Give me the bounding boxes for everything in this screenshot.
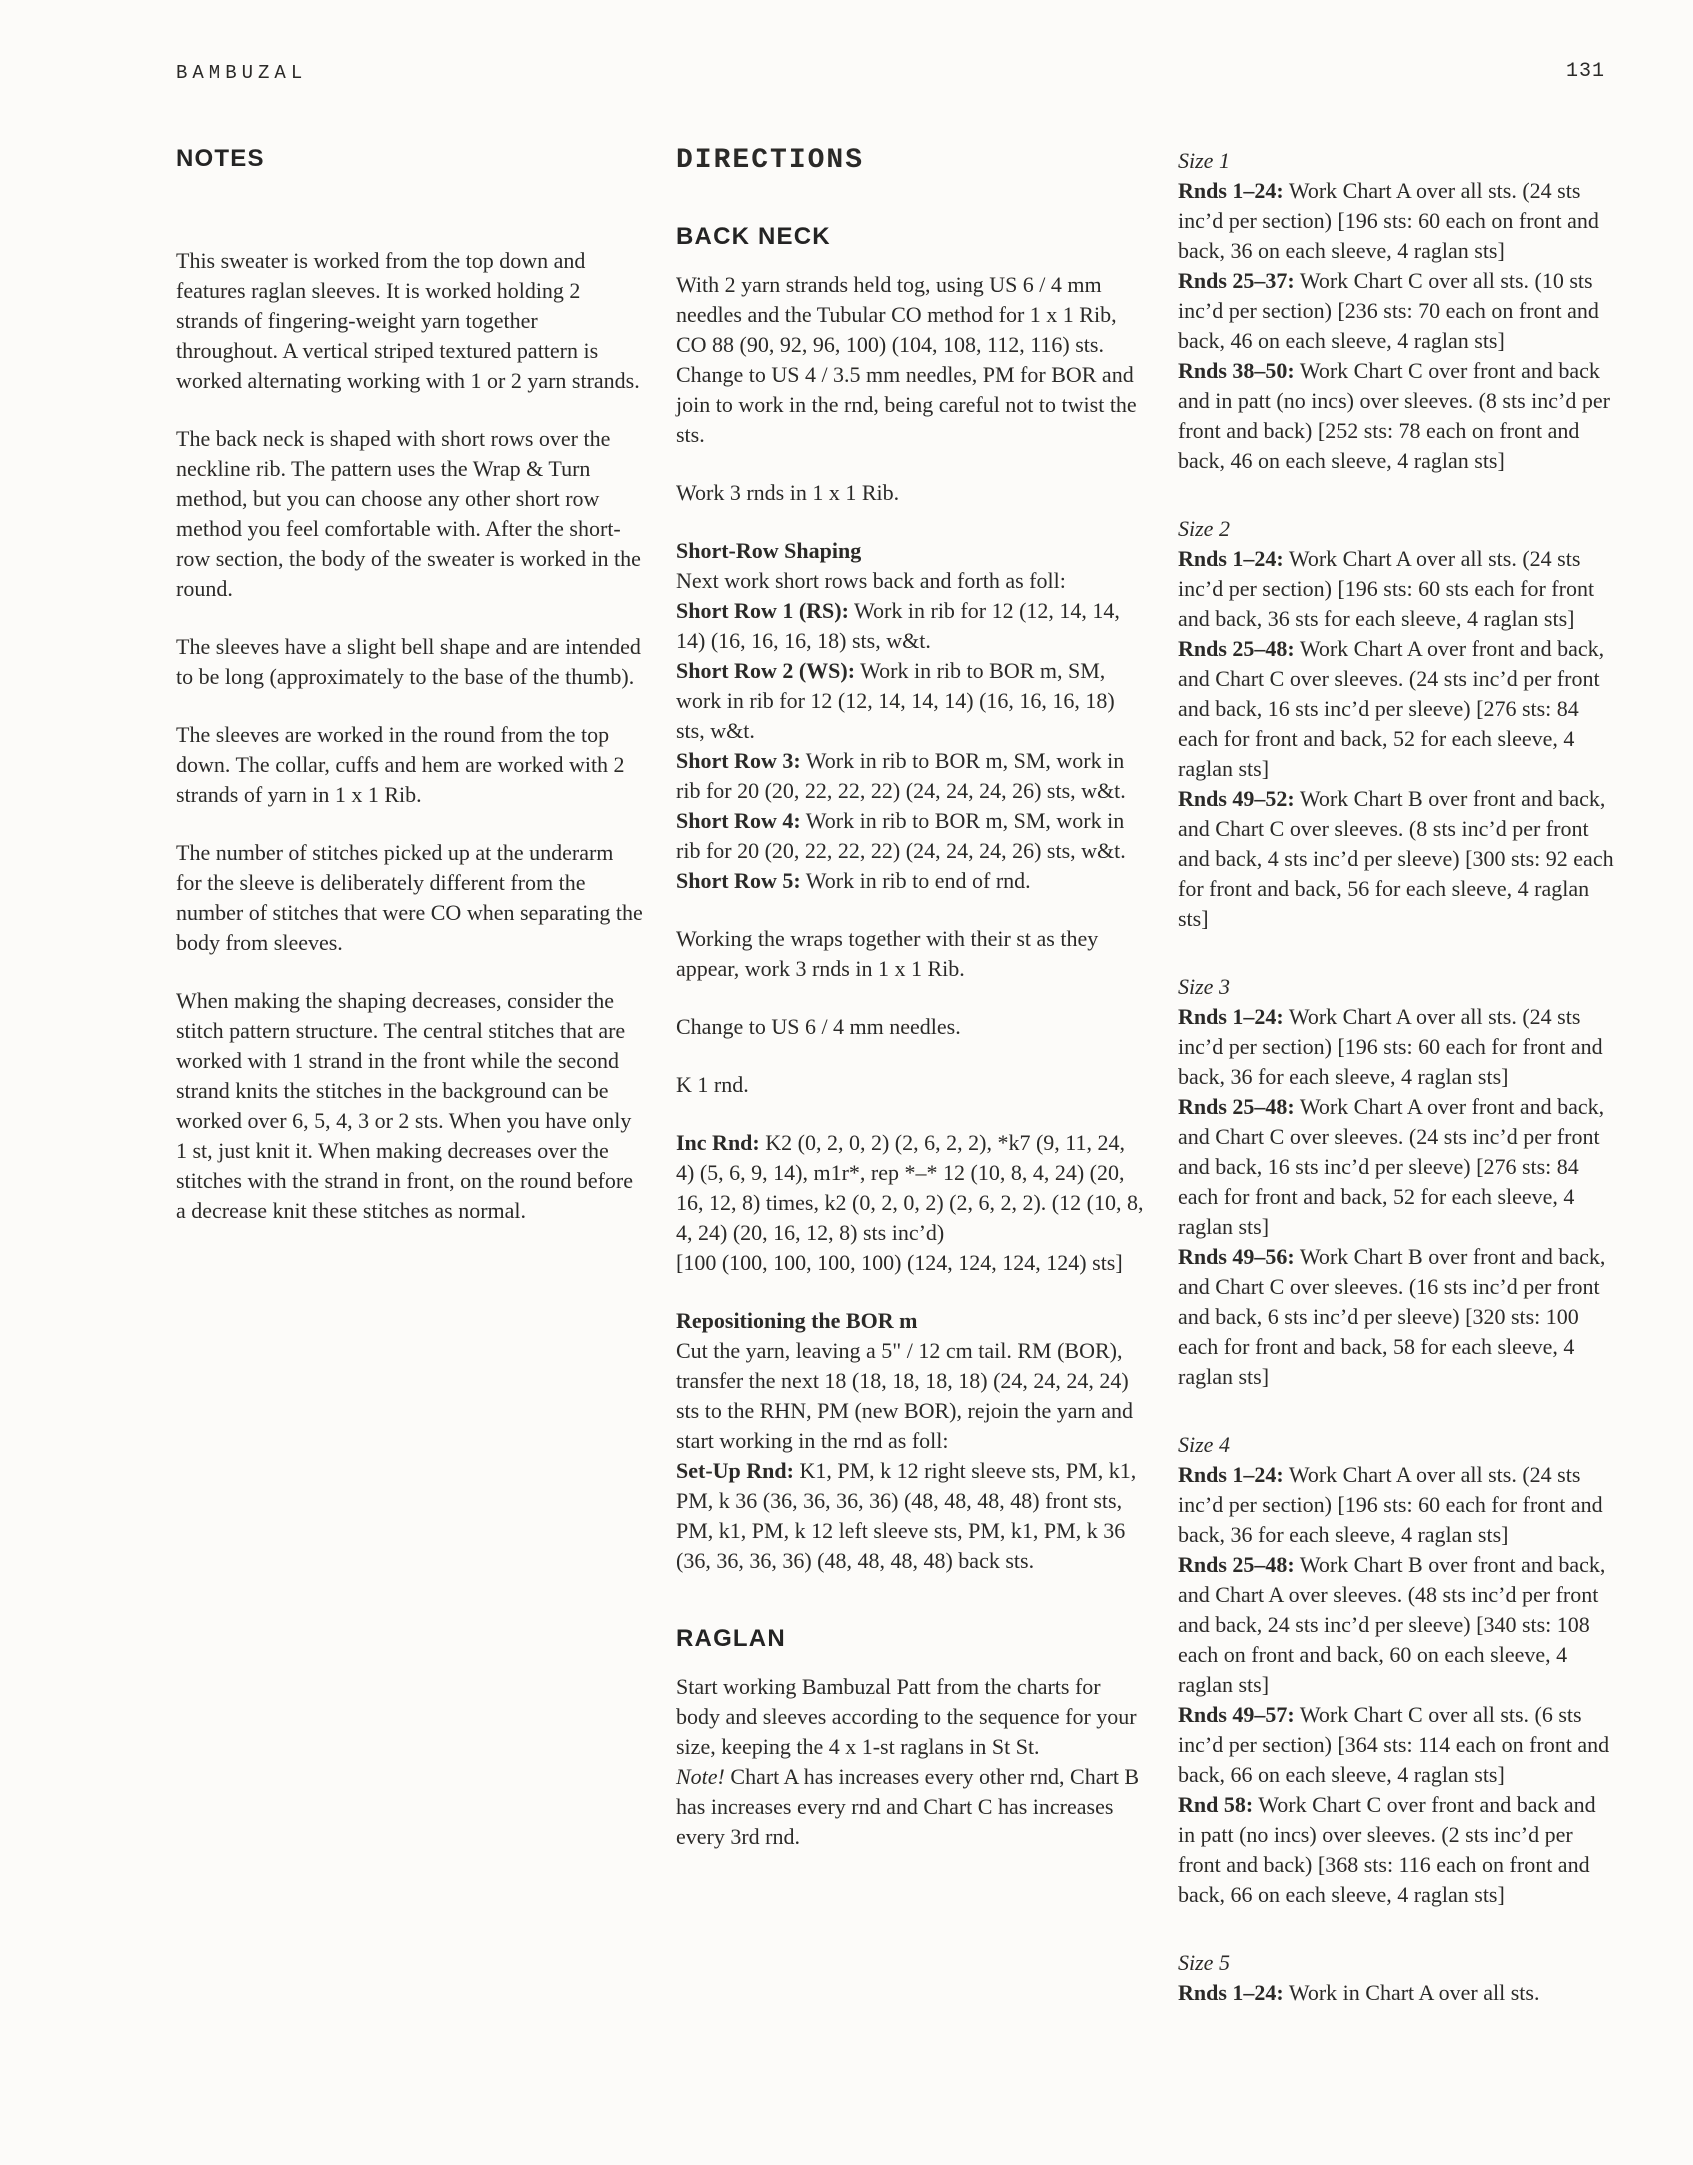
inc-rnd-label: Inc Rnd:	[676, 1130, 760, 1155]
short-row-text: Work in rib to BOR m, SM, work in rib for 12 (12, 14, 14, 14) (16, 16, 16, 18) sts, w&t.	[676, 658, 1115, 743]
round-text: Work Chart A over front and back, and Chart C over sleeves. (24 sts inc’d per front and back, 16 sts inc’d per sleeve) [276 sts: 84 each for front and back, 52 for each sleeve, 4 raglan sts]	[1178, 636, 1605, 781]
short-row-instruction	[676, 866, 1144, 896]
repositioning-block	[676, 1306, 1144, 1576]
round-label: Rnds 25–48:	[1178, 1552, 1295, 1577]
repositioning-body: Cut the yarn, leaving a 5" / 12 cm tail. RM (BOR), transfer the next 18 (18, 18, 18, 18) (24, 24, 24, 24) sts to the RHN, PM (new BOR), rejoin the yarn and start working in the rnd as foll:	[676, 1338, 1134, 1453]
round-text: Work Chart A over all sts. (24 sts inc’d per section) [196 sts: 60 each for front and back, 36 for each sleeve, 4 raglan sts]	[1178, 1462, 1603, 1547]
inc-rnd-instruction	[676, 1128, 1144, 1248]
round-instruction	[1178, 176, 1616, 266]
size-label: Size 5	[1178, 1950, 1230, 1975]
round-label: Rnds 1–24:	[1178, 1980, 1284, 2005]
directions-column	[676, 146, 1144, 1880]
notes-paragraph: When making the shaping decreases, consider the stitch pattern structure. The central stitches that are worked with 1 strand in the front while the second strand knits the stitches in the background can be worked over 6, 5, 4, 3 or 2 sts. When you have only 1 st, just knit it. When making decreases over the stitches with the strand in front, on the round before a decrease knit these stitches as normal.	[176, 988, 634, 1223]
k1-rnd-note: K 1 rnd.	[676, 1072, 749, 1097]
short-row-label: Short Row 1 (RS):	[676, 598, 849, 623]
raglan-block	[676, 1672, 1144, 1852]
round-instruction	[1178, 784, 1616, 934]
round-label: Rnds 25–37:	[1178, 268, 1295, 293]
round-label: Rnds 49–56:	[1178, 1244, 1295, 1269]
inc-rnd-total: [100 (100, 100, 100, 100) (124, 124, 124, 124) sts]	[676, 1250, 1123, 1275]
notes-paragraph: The number of stitches picked up at the underarm for the sleeve is deliberately different from the number of stitches that were CO when separating the body from sleeves.	[176, 840, 643, 955]
cast-on-paragraph: With 2 yarn strands held tog, using US 6 / 4 mm needles and the Tubular CO method for 1 x 1 Rib, CO 88 (90, 92, 96, 100) (104, 108, 112, 116) sts. Change to US 4 / 3.5 mm needles, PM for BOR and join to work in the rnd, being careful not to twist the sts.	[676, 272, 1137, 447]
short-row-text: Work in rib to BOR m, SM, work in rib for 20 (20, 22, 22, 22) (24, 24, 24, 26) sts, w&t.	[676, 808, 1126, 863]
rib-note: Work 3 rnds in 1 x 1 Rib.	[676, 480, 900, 505]
short-row-label: Short Row 5:	[676, 868, 801, 893]
round-text: Work Chart A over all sts. (24 sts inc’d per section) [196 sts: 60 each on front and back, 36 on each sleeve, 4 raglan sts]	[1178, 178, 1599, 263]
short-row-text: Work in rib to BOR m, SM, work in rib for 20 (20, 22, 22, 22) (24, 24, 24, 26) sts, w&t.	[676, 748, 1126, 803]
round-text: Work Chart A over all sts. (24 sts inc’d per section) [196 sts: 60 sts each for front and back, 36 sts for each sleeve, 4 raglan sts]	[1178, 546, 1595, 631]
short-row-text: Work in rib to end of rnd.	[800, 868, 1031, 893]
round-instruction	[1178, 266, 1616, 356]
running-header: BAMBUZAL	[176, 62, 308, 84]
round-label: Rnds 1–24:	[1178, 178, 1284, 203]
round-instruction	[1178, 1978, 1616, 2008]
short-row-instruction	[676, 806, 1144, 866]
size-block	[1178, 972, 1616, 1392]
round-instruction	[1178, 1002, 1616, 1092]
size-label: Size 1	[1178, 148, 1230, 173]
short-row-label: Short Row 3:	[676, 748, 801, 773]
round-text: Work Chart A over all sts. (24 sts inc’d per section) [196 sts: 60 each for front and back, 36 for each sleeve, 4 raglan sts]	[1178, 1004, 1603, 1089]
wraps-note: Working the wraps together with their st as they appear, work 3 rnds in 1 x 1 Rib.	[676, 926, 1099, 981]
round-text: Work Chart C over all sts. (6 sts inc’d per section) [364 sts: 114 each on front and back, 66 on each sleeve, 4 raglan sts]	[1178, 1702, 1610, 1787]
short-row-instruction	[676, 746, 1144, 806]
round-instruction	[1178, 634, 1616, 784]
short-row-instruction	[676, 656, 1144, 746]
inc-rnd-block	[676, 1128, 1144, 1278]
round-instruction	[1178, 1790, 1616, 1910]
size-label: Size 3	[1178, 974, 1230, 999]
short-row-text: Work in rib for 12 (12, 14, 14, 14) (16, 16, 16, 18) sts, w&t.	[676, 598, 1120, 653]
round-text: Work Chart C over front and back and in patt (no incs) over sleeves. (8 sts inc’d per front and back) [252 sts: 78 each on front and back, 46 on each sleeve, 4 raglan sts]	[1178, 358, 1610, 473]
round-instruction	[1178, 1550, 1616, 1700]
round-label: Rnds 1–24:	[1178, 1004, 1284, 1029]
size-label: Size 2	[1178, 516, 1230, 541]
back-neck-heading: BACK NECK	[676, 223, 831, 250]
raglan-paragraph: Start working Bambuzal Patt from the charts for body and sleeves according to the sequence for your size, keeping the 4 x 1-st raglans in St St.	[676, 1674, 1137, 1759]
note-label: Note!	[676, 1764, 725, 1789]
notes-heading: NOTES	[176, 145, 265, 172]
short-row-intro: Next work short rows back and forth as foll:	[676, 568, 1066, 593]
raglan-note	[676, 1762, 1144, 1852]
notes-paragraph: The sleeves have a slight bell shape and are intended to be long (approximately to the base of the thumb).	[176, 634, 641, 689]
round-label: Rnds 1–24:	[1178, 1462, 1284, 1487]
round-text: Work Chart B over front and back, and Chart C over sleeves. (8 sts inc’d per front and back, 4 sts inc’d per sleeve) [300 sts: 92 each for front and back, 56 for each sleeve, 4 raglan sts]	[1178, 786, 1614, 931]
notes-column	[176, 146, 644, 1254]
size-block	[1178, 1430, 1616, 1910]
inc-rnd-text: K2 (0, 2, 0, 2) (2, 6, 2, 2), *k7 (9, 11, 24, 4) (5, 6, 9, 14), m1r*, rep *–* 12 (10, 8, 4, 24) (20, 16, 12, 8) times, k2 (0, 2, 0, 2) (2, 6, 2, 2). (12 (10, 8, 4, 24) (20, 16, 12, 8) sts inc’d)	[676, 1130, 1144, 1245]
repositioning-heading: Repositioning the BOR m	[676, 1308, 918, 1333]
directions-heading: DIRECTIONS	[676, 145, 865, 176]
round-instruction	[1178, 356, 1616, 476]
round-label: Rnds 49–57:	[1178, 1702, 1295, 1727]
size-block	[1178, 514, 1616, 934]
short-row-shaping-heading: Short-Row Shaping	[676, 538, 862, 563]
short-row-instruction	[676, 596, 1144, 656]
round-instruction	[1178, 1242, 1616, 1392]
size-block	[1178, 1948, 1616, 2008]
needle-change-note: Change to US 6 / 4 mm needles.	[676, 1014, 961, 1039]
notes-paragraph: The back neck is shaped with short rows over the neckline rib. The pattern uses the Wrap & Turn method, but you can choose any other short row method you feel comfortable with. After the short-row section, the body of the sweater is worked in the round.	[176, 426, 641, 601]
round-label: Rnd 58:	[1178, 1792, 1254, 1817]
round-text: Work Chart A over front and back, and Chart C over sleeves. (24 sts inc’d per front and back, 16 sts inc’d per sleeve) [276 sts: 84 each for front and back, 52 for each sleeve, 4 raglan sts]	[1178, 1094, 1605, 1239]
short-row-shaping-block	[676, 536, 1144, 896]
short-row-label: Short Row 4:	[676, 808, 801, 833]
size-block	[1178, 146, 1616, 476]
round-label: Rnds 49–52:	[1178, 786, 1295, 811]
raglan-heading: RAGLAN	[676, 1625, 786, 1652]
round-text: Work Chart B over front and back, and Chart A over sleeves. (48 sts inc’d per front and back, 24 sts inc’d per sleeve) [340 sts: 108 each on front and back, 60 on each sleeve, 4 raglan sts]	[1178, 1552, 1606, 1697]
round-instruction	[1178, 544, 1616, 634]
sizes-column	[1178, 146, 1616, 2046]
round-label: Rnds 25–48:	[1178, 636, 1295, 661]
round-text: Work in Chart A over all sts.	[1283, 1980, 1540, 2005]
round-instruction	[1178, 1460, 1616, 1550]
notes-paragraph: This sweater is worked from the top down and features raglan sleeves. It is worked holding 2 strands of fingering-weight yarn together throughout. A vertical striped textured pattern is worked alternating working with 1 or 2 yarn strands.	[176, 248, 640, 393]
short-row-label: Short Row 2 (WS):	[676, 658, 856, 683]
setup-rnd-label: Set-Up Rnd:	[676, 1458, 794, 1483]
round-text: Work Chart C over all sts. (10 sts inc’d per section) [236 sts: 70 each on front and back, 46 on each sleeve, 4 raglan sts]	[1178, 268, 1599, 353]
round-instruction	[1178, 1092, 1616, 1242]
round-label: Rnds 25–48:	[1178, 1094, 1295, 1119]
round-instruction	[1178, 1700, 1616, 1790]
round-label: Rnds 1–24:	[1178, 546, 1284, 571]
notes-paragraph: The sleeves are worked in the round from the top down. The collar, cuffs and hem are worked with 2 strands of yarn in 1 x 1 Rib.	[176, 722, 625, 807]
size-label: Size 4	[1178, 1432, 1230, 1457]
page-number: 131	[1565, 60, 1605, 83]
round-label: Rnds 38–50:	[1178, 358, 1295, 383]
setup-rnd-instruction	[676, 1456, 1144, 1576]
round-text: Work Chart B over front and back, and Chart C over sleeves. (16 sts inc’d per front and back, 6 sts inc’d per sleeve) [320 sts: 100 each for front and back, 58 for each sleeve, 4 raglan sts]	[1178, 1244, 1606, 1389]
round-text: Work Chart C over front and back and in patt (no incs) over sleeves. (2 sts inc’d per front and back) [368 sts: 116 each on front and back, 66 on each sleeve, 4 raglan sts]	[1178, 1792, 1596, 1907]
setup-rnd-text: K1, PM, k 12 right sleeve sts, PM, k1, PM, k 36 (36, 36, 36, 36) (48, 48, 48, 48) front sts, PM, k1, PM, k 12 left sleeve sts, PM, k1, PM, k 36 (36, 36, 36, 36) (48, 48, 48, 48) back sts.	[676, 1458, 1137, 1573]
note-text: Chart A has increases every other rnd, Chart B has increases every rnd and Chart C has increases every 3rd rnd.	[676, 1764, 1140, 1849]
